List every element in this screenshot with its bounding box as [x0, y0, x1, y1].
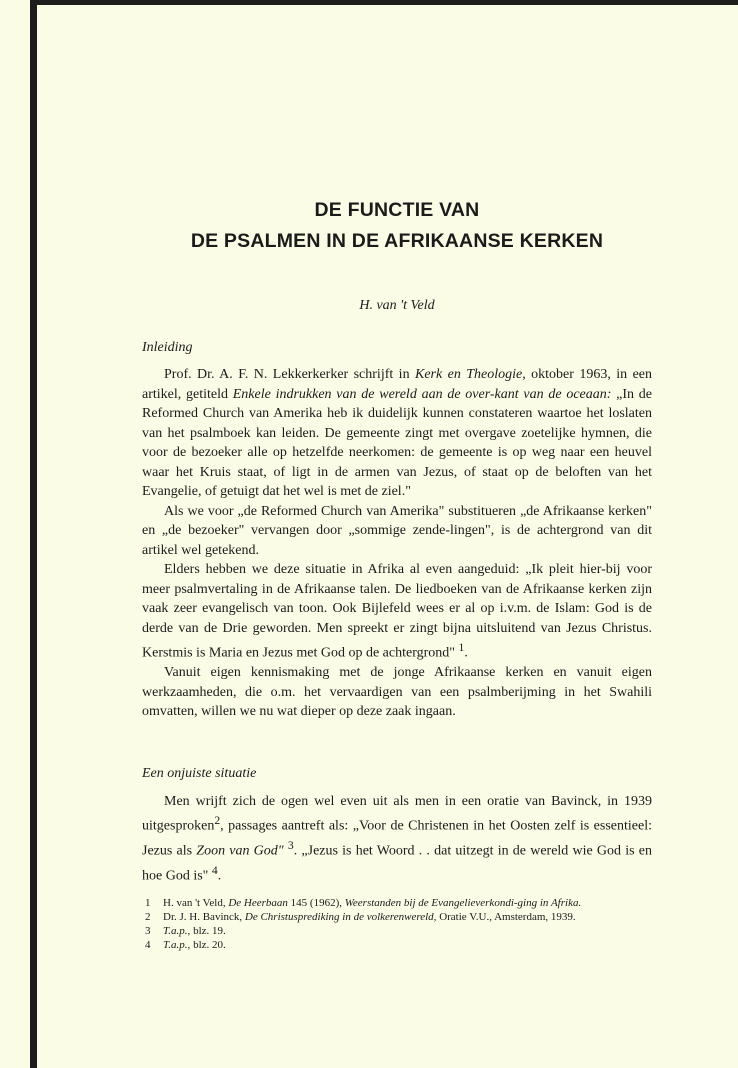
- footnote-3: 3 T.a.p., blz. 19.: [145, 924, 226, 937]
- section-heading-inleiding: Inleiding: [142, 340, 193, 355]
- title-line-2: DE PSALMEN IN DE AFRIKAANSE KERKEN: [190, 230, 604, 252]
- author: H. van 't Veld: [359, 298, 435, 313]
- paragraph-5: Men wrijft zich de ogen wel even uit als men in een oratie van Bavinck, in 1939 uitgesproken$^2$, passages aantreft als: „Voor de Christenen in het Oosten zelf is essentieel: Jezus als Zoon van God" $^3$. „Jezus is het Woord . . dat uitzegt in de wereld wie God is en hoe God is" $^4$.: [142, 793, 652, 885]
- title-line-1: DE FUNCTIE VAN: [314, 199, 480, 221]
- article-title: [142, 195, 652, 257]
- paragraph-3: Elders hebben we deze situatie in Afrika al even aangeduid: „Ik pleit hier-bij voor meer psalmvertaling in de Afrikaanse talen. De liedboeken van de Afrikaanse kerken zijn vaak zeer evangelisch van toon. Ook Bijlefeld wees er al op i.v.m. de Islam: God is de derde van de Drie geworden. Men spreekt er zingt bijna uitsluitend van Jezus Christus. Kerstmis is Maria en Jezus met God op de achtergrond" $^1$.: [142, 562, 652, 661]
- footnote-ref-2: 2: [214, 814, 221, 828]
- footnote-2: 2 Dr. J. H. Bavinck, De Christusprediking in de volkerenwereld, Oratie V.U., Amsterdam, 1939.: [145, 910, 576, 923]
- paragraph-2: Als we voor „de Reformed Church van Amerika" substitueren „de Afrikaanse kerken" en „de bezoeker" vervangen door „sommige zende-lingen", is de achtergrond van dit artikel wel getekend.: [142, 503, 652, 558]
- footnote-ref-4: 4: [211, 864, 218, 878]
- footnote-ref-1: 1: [458, 641, 465, 654]
- footnote-4: 4 T.a.p., blz. 20.: [145, 938, 226, 951]
- footnotes: [142, 896, 652, 952]
- scan-edge-top: [30, 0, 738, 5]
- paragraph-4: Vanuit eigen kennismaking met de jonge Afrikaanse kerken en vanuit eigen werkzaamheden, die o.m. het vervaardigen van een psalmberijming in het Swahili omvatten, willen we nu wat dieper op deze zaak ingaan.: [142, 665, 652, 720]
- footnote-1: 1 H. van 't Veld, De Heerbaan 145 (1962), Weerstanden bij de Evangelieverkondi-ging in Afrika.: [145, 896, 582, 909]
- article: [142, 195, 652, 952]
- footnote-ref-3: 3: [287, 839, 294, 853]
- scan-edge-left: [30, 0, 37, 1068]
- section-heading-onjuiste-situatie: Een onjuiste situatie: [142, 765, 257, 781]
- paragraph-1: Prof. Dr. A. F. N. Lekkerkerker schrijft in Kerk en Theologie, oktober 1963, in een artikel, getiteld Enkele indrukken van de wereld aan de over-kant van de oceaan: „In de Reformed Church van Amerika heb ik duidelijk kunnen constateren waartoe het loslaten van het psalmboek kan leiden. De gemeente zingt met overgave zoetelijke hymnen, die voor de bezoeker alle op hetzelfde neerkomen: de gemeente is op weg naar een heuvel waar het Kruis staat, of ligt in de armen van Jezus, of staat op de beloften van het Evangelie, of getuigt dat het wel is met de ziel.": [142, 367, 652, 499]
